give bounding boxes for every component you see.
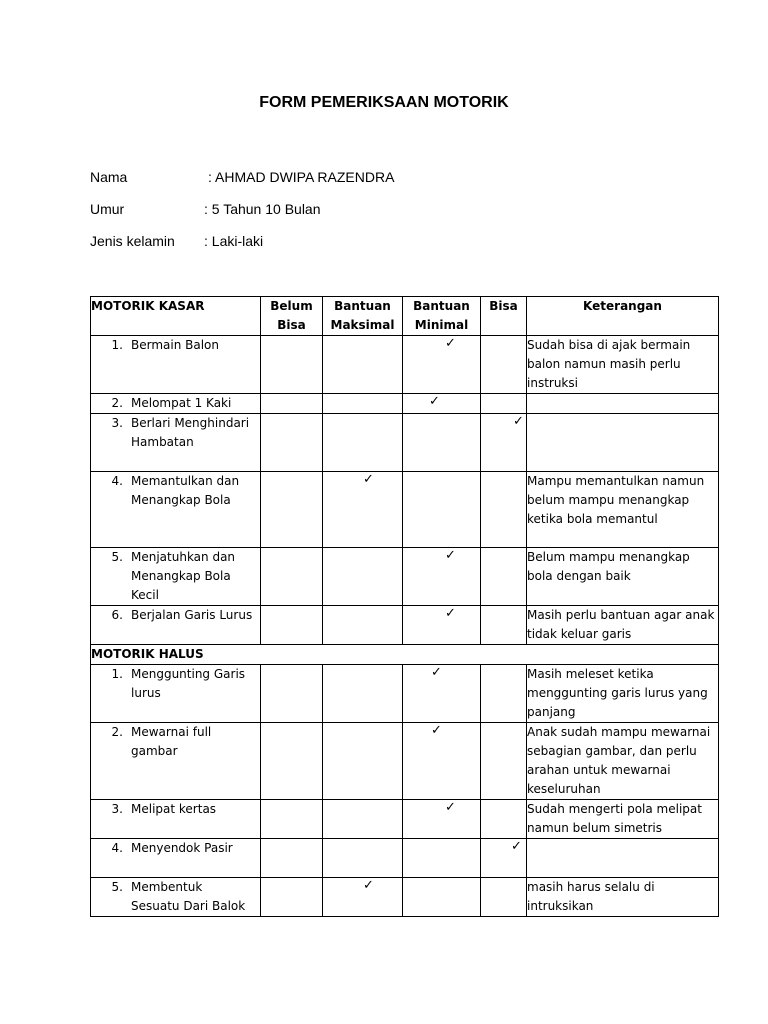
check-cell-bantuan-minimal — [403, 665, 481, 723]
activity-number: 4. — [111, 474, 123, 488]
check-mark-icon: ✓ — [445, 800, 456, 815]
note-cell — [527, 394, 719, 414]
activity-cell — [91, 723, 261, 800]
check-cell-bisa — [481, 336, 527, 394]
check-cell-bantuan-maksimal — [323, 548, 403, 606]
note-cell: Sudah bisa di ajak bermain balon namun masih perlu instruksi — [527, 336, 719, 394]
check-mark-icon: ✓ — [429, 394, 440, 409]
activity-number: 3. — [111, 802, 123, 816]
activity-number: 3. — [111, 416, 123, 430]
check-cell-bantuan-minimal — [403, 723, 481, 800]
header-bantuan-minimal — [403, 297, 481, 336]
check-cell-bantuan-minimal — [403, 414, 481, 472]
check-mark-icon: ✓ — [431, 665, 442, 680]
check-cell-bantuan-maksimal — [323, 394, 403, 414]
check-cell-bantuan-minimal — [403, 336, 481, 394]
check-cell-bantuan-maksimal — [323, 472, 403, 548]
check-cell-bisa — [481, 723, 527, 800]
age-value: : 5 Tahun 10 Bulan — [204, 201, 321, 217]
note-cell: masih harus selalu di intruksikan — [527, 878, 719, 917]
activity-label: Melompat 1 Kaki — [131, 396, 232, 410]
check-cell-bantuan-minimal — [403, 606, 481, 645]
note-cell: Masih perlu bantuan agar anak tidak keluar garis — [527, 606, 719, 645]
check-cell-bisa — [481, 800, 527, 839]
check-cell-bisa — [481, 414, 527, 472]
check-cell-bantuan-minimal — [403, 472, 481, 548]
check-mark-icon: ✓ — [511, 839, 522, 854]
activity-number: 6. — [111, 608, 123, 622]
check-cell-belum-bisa — [261, 606, 323, 645]
table-row — [91, 878, 719, 917]
table-row — [91, 800, 719, 839]
check-cell-bantuan-minimal — [403, 548, 481, 606]
check-cell-bantuan-maksimal — [323, 336, 403, 394]
header-bantuan-maksimal-text: Bantuan Maksimal — [330, 299, 395, 332]
check-cell-bisa — [481, 839, 527, 878]
check-cell-bantuan-minimal — [403, 878, 481, 917]
section-header-row — [91, 645, 719, 665]
table-body — [91, 336, 719, 917]
header-belum-bisa — [261, 297, 323, 336]
activity-number: 5. — [111, 550, 123, 564]
check-cell-belum-bisa — [261, 878, 323, 917]
activity-label: Bermain Balon — [131, 338, 220, 352]
age-field — [90, 201, 321, 217]
activity-cell — [91, 606, 261, 645]
check-mark-icon: ✓ — [445, 606, 456, 621]
header-belum-bisa-text: Belum Bisa — [270, 299, 313, 332]
check-cell-belum-bisa — [261, 472, 323, 548]
activity-cell — [91, 394, 261, 414]
note-cell: Anak sudah mampu mewarnai sebagian gambar, dan perlu arahan untuk mewarnai keseluruhan — [527, 723, 719, 800]
table-row — [91, 606, 719, 645]
check-mark-icon: ✓ — [445, 548, 456, 563]
activity-cell — [91, 800, 261, 839]
check-cell-belum-bisa — [261, 548, 323, 606]
name-value: : AHMAD DWIPA RAZENDRA — [208, 169, 395, 185]
activity-label: Memantulkan dan Menangkap Bola — [131, 474, 240, 507]
age-label: Umur — [90, 201, 125, 217]
activity-label: Membentuk Sesuatu Dari Balok — [131, 880, 246, 913]
section-title: MOTORIK HALUS — [91, 645, 719, 665]
table-row — [91, 839, 719, 878]
note-cell: Sudah mengerti pola melipat namun belum simetris — [527, 800, 719, 839]
check-mark-icon: ✓ — [431, 723, 442, 738]
activity-cell — [91, 548, 261, 606]
note-cell — [527, 839, 719, 878]
name-field — [90, 169, 394, 185]
note-cell — [527, 414, 719, 472]
header-bantuan-maksimal — [323, 297, 403, 336]
check-cell-belum-bisa — [261, 723, 323, 800]
table-row — [91, 336, 719, 394]
table-row — [91, 394, 719, 414]
check-cell-belum-bisa — [261, 336, 323, 394]
table-header-row — [91, 297, 719, 336]
activity-cell — [91, 839, 261, 878]
check-cell-bisa — [481, 878, 527, 917]
motor-assessment-table — [90, 296, 719, 917]
check-cell-bantuan-maksimal — [323, 723, 403, 800]
check-cell-bisa — [481, 665, 527, 723]
activity-label: Berjalan Garis Lurus — [131, 608, 253, 622]
activity-label: Menyendok Pasir — [131, 841, 233, 855]
activity-number: 2. — [111, 725, 123, 739]
check-cell-bisa — [481, 394, 527, 414]
check-cell-bantuan-maksimal — [323, 839, 403, 878]
name-label: Nama — [90, 169, 128, 185]
activity-label: Berlari Menghindari Hambatan — [131, 416, 250, 449]
activity-label: Mewarnai full gambar — [131, 725, 212, 758]
header-bantuan-minimal-text: Bantuan Minimal — [413, 299, 470, 332]
activity-number: 1. — [111, 667, 123, 681]
page-title: FORM PEMERIKSAAN MOTORIK — [259, 94, 509, 111]
gender-field — [90, 233, 263, 249]
note-cell: Masih meleset ketika menggunting garis lurus yang panjang — [527, 665, 719, 723]
note-cell: Mampu memantulkan namun belum mampu menangkap ketika bola memantul — [527, 472, 719, 548]
header-bisa: Bisa — [481, 297, 527, 336]
activity-cell — [91, 336, 261, 394]
activity-cell — [91, 414, 261, 472]
table-row — [91, 548, 719, 606]
activity-cell — [91, 878, 261, 917]
check-cell-bantuan-maksimal — [323, 800, 403, 839]
check-cell-belum-bisa — [261, 665, 323, 723]
check-cell-bantuan-maksimal — [323, 665, 403, 723]
check-cell-belum-bisa — [261, 394, 323, 414]
table-row — [91, 665, 719, 723]
header-motorik-kasar: MOTORIK KASAR — [91, 297, 261, 336]
activity-number: 5. — [111, 880, 123, 894]
gender-label: Jenis kelamin — [90, 233, 175, 249]
check-mark-icon: ✓ — [363, 878, 374, 893]
check-mark-icon: ✓ — [363, 472, 374, 487]
check-cell-bantuan-maksimal — [323, 878, 403, 917]
check-cell-belum-bisa — [261, 800, 323, 839]
check-cell-bisa — [481, 548, 527, 606]
table-row — [91, 723, 719, 800]
check-cell-bantuan-maksimal — [323, 606, 403, 645]
check-cell-bantuan-minimal — [403, 839, 481, 878]
check-mark-icon: ✓ — [445, 336, 456, 351]
activity-label: Melipat kertas — [131, 802, 217, 816]
gender-value: : Laki-laki — [204, 233, 264, 249]
activity-number: 1. — [111, 338, 123, 352]
header-keterangan: Keterangan — [527, 297, 719, 336]
check-cell-bisa — [481, 472, 527, 548]
check-cell-bantuan-maksimal — [323, 414, 403, 472]
activity-label: Menjatuhkan dan Menangkap Bola Kecil — [131, 550, 236, 602]
activity-number: 2. — [111, 396, 123, 410]
check-cell-belum-bisa — [261, 839, 323, 878]
check-cell-bantuan-minimal — [403, 394, 481, 414]
check-cell-belum-bisa — [261, 414, 323, 472]
check-cell-bantuan-minimal — [403, 800, 481, 839]
activity-number: 4. — [111, 841, 123, 855]
activity-cell — [91, 472, 261, 548]
check-mark-icon: ✓ — [513, 414, 524, 429]
activity-cell — [91, 665, 261, 723]
check-cell-bisa — [481, 606, 527, 645]
note-cell: Belum mampu menangkap bola dengan baik — [527, 548, 719, 606]
table-row — [91, 472, 719, 548]
table-row — [91, 414, 719, 472]
activity-label: Menggunting Garis lurus — [131, 667, 246, 700]
